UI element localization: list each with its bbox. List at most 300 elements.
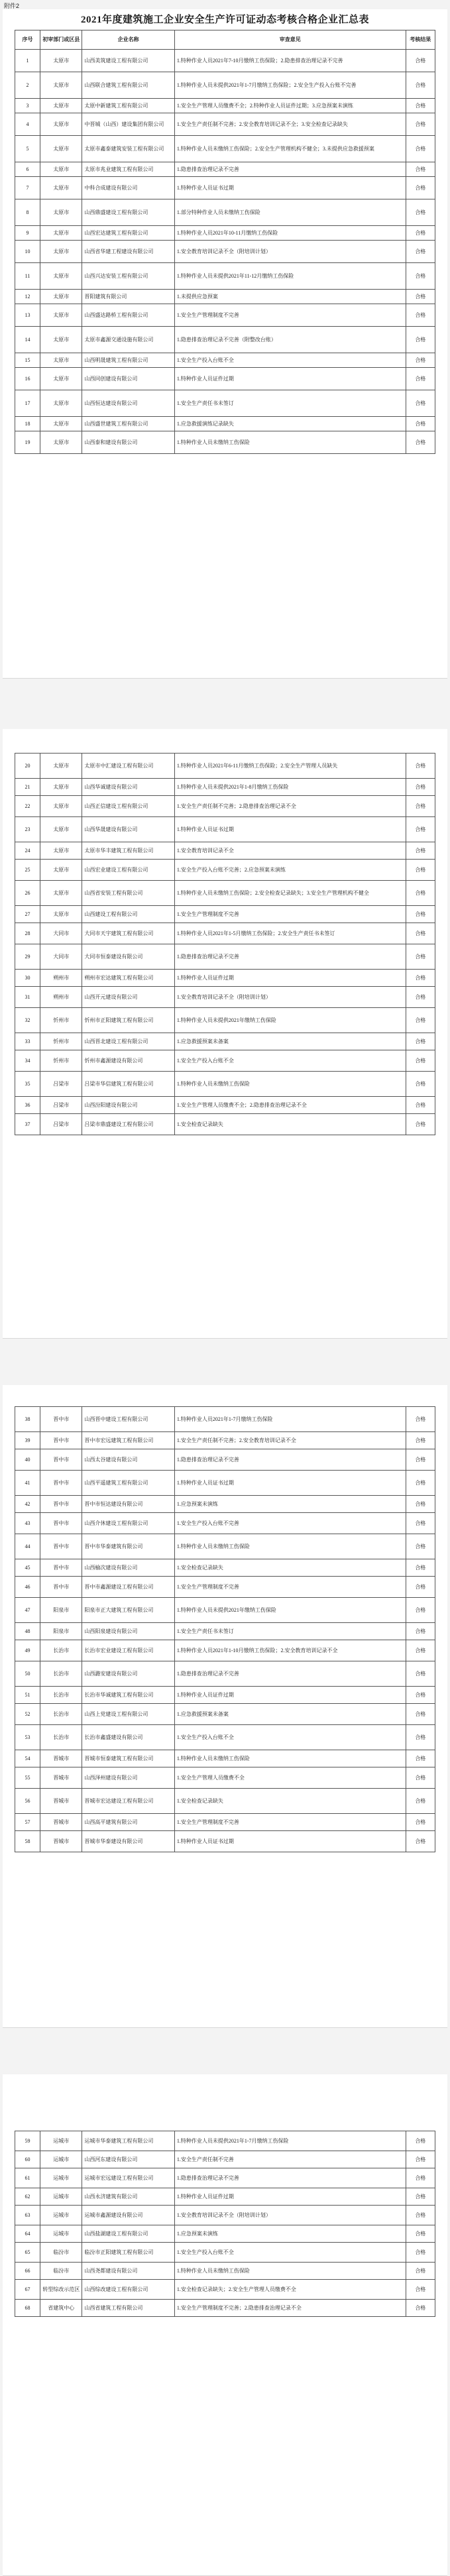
row-result: 合格: [406, 1008, 435, 1033]
row-opinion: 1.特种作业人员未提供2021年缴纳工伤保险: [174, 1598, 406, 1623]
table-row: [15, 304, 435, 327]
row-number: 37: [15, 1114, 40, 1135]
row-number: 65: [15, 2243, 40, 2263]
row-result: 合格: [406, 290, 435, 304]
row-number: 10: [15, 241, 40, 263]
row-result: 合格: [406, 860, 435, 881]
table-row: [15, 2151, 435, 2168]
row-number: 32: [15, 1008, 40, 1033]
row-company-name: 山西介休建设工程有限公司: [82, 1513, 174, 1534]
row-result: 合格: [406, 1072, 435, 1097]
table-row: [15, 2300, 435, 2317]
row-company-name: 运城市鑫源建设有限公司: [82, 2206, 174, 2225]
row-result: 合格: [406, 2188, 435, 2206]
row-city: 太原市: [40, 226, 82, 241]
row-opinion: 1.安全教育培训记录不全（附培训计划）: [174, 241, 406, 263]
row-company-name: 忻州市鑫源建设有限公司: [82, 1050, 174, 1072]
row-result: 合格: [406, 842, 435, 860]
row-opinion: 1.安全检查记录缺失: [174, 1789, 406, 1814]
table-row: [15, 1750, 435, 1767]
table-row: [15, 1598, 435, 1623]
row-city: 晋中市: [40, 1513, 82, 1534]
row-company-name: 山西省安装工程有限公司: [82, 881, 174, 906]
row-number: 50: [15, 1661, 40, 1687]
row-opinion: 1.应急救援预案未备案: [174, 1033, 406, 1050]
table-body: [15, 2131, 435, 2317]
row-company-name: 山西综改建设工程有限公司: [82, 2280, 174, 2300]
table-row: [15, 390, 435, 417]
row-city: 长治市: [40, 1725, 82, 1750]
row-company-name: 山西高平建筑有限公司: [82, 1814, 174, 1831]
row-opinion: 1.特种作业人员证件过期: [174, 970, 406, 987]
row-result: 合格: [406, 1687, 435, 1704]
row-result: 合格: [406, 113, 435, 136]
row-company-name: 山西泰和建设有限公司: [82, 431, 174, 454]
row-result: 合格: [406, 1114, 435, 1135]
table-row: [15, 1496, 435, 1513]
row-opinion: 1.隐患排查治理记录不完善: [174, 944, 406, 970]
row-company-name: 山西省建筑工程有限公司: [82, 2300, 174, 2317]
row-company-name: 太原市华丰建筑工程有限公司: [82, 842, 174, 860]
row-city: 太原市: [40, 817, 82, 842]
row-company-name: 太原中新建筑工程有限公司: [82, 99, 174, 113]
table-row: [15, 1072, 435, 1097]
row-city: 长治市: [40, 1704, 82, 1725]
row-number: 59: [15, 2131, 40, 2151]
row-company-name: 山西潞安建设有限公司: [82, 1661, 174, 1687]
table-row: [15, 2280, 435, 2300]
row-number: 23: [15, 817, 40, 842]
row-opinion: 1.应急预案未演练: [174, 2225, 406, 2243]
row-result: 合格: [406, 1449, 435, 1471]
row-city: 长治市: [40, 1640, 82, 1661]
row-result: 合格: [406, 1407, 435, 1432]
row-company-name: 长治市宏业建设工程有限公司: [82, 1640, 174, 1661]
row-number: 64: [15, 2225, 40, 2243]
row-city: 吕梁市: [40, 1072, 82, 1097]
row-result: 合格: [406, 226, 435, 241]
row-company-name: 山西鼎盛建设工程有限公司: [82, 199, 174, 226]
row-company-name: 山西恒达建设有限公司: [82, 390, 174, 417]
header-company: 企业名称: [82, 30, 174, 50]
row-number: 68: [15, 2300, 40, 2317]
row-company-name: 运城市华泰建筑工程有限公司: [82, 2131, 174, 2151]
row-company-name: 吕梁市华信建筑工程有限公司: [82, 1072, 174, 1097]
row-opinion: 1.安全检查记录缺失: [174, 1114, 406, 1135]
row-number: 27: [15, 906, 40, 923]
row-company-name: 山西同创建设有限公司: [82, 368, 174, 390]
row-company-name: 山西永济建筑有限公司: [82, 2188, 174, 2206]
row-opinion: 1.隐患排查治理记录不完善: [174, 162, 406, 177]
table-row: [15, 923, 435, 944]
table-row: [15, 241, 435, 263]
row-opinion: 1.应急救援演练记录缺失: [174, 417, 406, 431]
row-opinion: 1.特种作业人员证书过期: [174, 1831, 406, 1852]
row-opinion: 1.安全生产管理制度不完善；2.隐患排查治理记录不全: [174, 2300, 406, 2317]
row-city: 太原市: [40, 72, 82, 99]
row-result: 合格: [406, 2263, 435, 2280]
row-opinion: 1.应急预案未演练: [174, 1496, 406, 1513]
row-opinion: 1.特种作业人员证书过期: [174, 1471, 406, 1496]
row-company-name: 忻州市正阳建筑工程有限公司: [82, 1008, 174, 1033]
table-row: [15, 99, 435, 113]
row-opinion: 1.特种作业人员未提供2021年11-12月缴纳工伤保险: [174, 263, 406, 290]
row-result: 合格: [406, 1559, 435, 1577]
row-city: 太原市: [40, 50, 82, 72]
header-city: 初审部门或区县: [40, 30, 82, 50]
table-row: [15, 1725, 435, 1750]
row-city: 晋中市: [40, 1449, 82, 1471]
row-company-name: 晋中市宏远建筑工程有限公司: [82, 1432, 174, 1449]
document-page-2: [3, 729, 447, 1339]
row-number: 54: [15, 1750, 40, 1767]
row-city: 太原市: [40, 431, 82, 454]
table-row: [15, 1432, 435, 1449]
row-result: 合格: [406, 1050, 435, 1072]
row-number: 39: [15, 1432, 40, 1449]
row-number: 67: [15, 2280, 40, 2300]
table-row: [15, 2168, 435, 2188]
table-body: [15, 754, 435, 1135]
row-city: 忻州市: [40, 1008, 82, 1033]
table-row: [15, 1831, 435, 1852]
row-city: 晋城市: [40, 1789, 82, 1814]
row-city: 晋中市: [40, 1407, 82, 1432]
row-result: 合格: [406, 2151, 435, 2168]
table-row: [15, 779, 435, 796]
row-city: 太原市: [40, 779, 82, 796]
row-city: 运城市: [40, 2225, 82, 2243]
row-number: 3: [15, 99, 40, 113]
row-result: 合格: [406, 2300, 435, 2317]
row-company-name: 大同市恒泰建设有限公司: [82, 944, 174, 970]
row-number: 14: [15, 327, 40, 353]
table-row: [15, 754, 435, 779]
row-company-name: 山西宏达建筑工程有限公司: [82, 226, 174, 241]
row-opinion: 1.安全检查记录缺失；2.安全生产管理人员缴费不全: [174, 2280, 406, 2300]
row-opinion: 1.特种作业人员未提供2021年1-7月缴纳工伤保险: [174, 2131, 406, 2151]
row-city: 太原市: [40, 263, 82, 290]
table-row: [15, 987, 435, 1008]
row-result: 合格: [406, 1577, 435, 1598]
row-company-name: 山西汾阳建设有限公司: [82, 1097, 174, 1114]
row-opinion: 1.特种作业人员未缴纳工伤保险: [174, 1534, 406, 1559]
row-number: 35: [15, 1072, 40, 1097]
row-number: 9: [15, 226, 40, 241]
row-opinion: 1.未提供应急预案: [174, 290, 406, 304]
row-company-name: 太原市中汇建设工程有限公司: [82, 754, 174, 779]
row-number: 17: [15, 390, 40, 417]
row-result: 合格: [406, 50, 435, 72]
row-opinion: 1.安全教育培训记录不全: [174, 842, 406, 860]
table-row: [15, 2263, 435, 2280]
row-city: 忻州市: [40, 1050, 82, 1072]
table-row: [15, 263, 435, 290]
row-company-name: 山西开元建设有限公司: [82, 987, 174, 1008]
table-row: [15, 1704, 435, 1725]
table-row: [15, 113, 435, 136]
row-number: 24: [15, 842, 40, 860]
row-opinion: 1.安全生产责任制不完善；2.安全教育培训记录不全；3.安全检查记录缺失: [174, 113, 406, 136]
row-number: 29: [15, 944, 40, 970]
row-city: 晋城市: [40, 1814, 82, 1831]
table-row: [15, 1097, 435, 1114]
row-number: 1: [15, 50, 40, 72]
row-opinion: 1.特种作业人员未缴纳工伤保险: [174, 431, 406, 454]
row-number: 12: [15, 290, 40, 304]
row-number: 25: [15, 860, 40, 881]
row-result: 合格: [406, 431, 435, 454]
row-number: 21: [15, 779, 40, 796]
row-company-name: 山西盛达路桥工程有限公司: [82, 304, 174, 327]
row-company-name: 阳泉市正大建筑工程有限公司: [82, 1598, 174, 1623]
table-row: [15, 2131, 435, 2151]
row-company-name: 晋城市恒泰建筑工程有限公司: [82, 1750, 174, 1767]
table-row: [15, 136, 435, 162]
table-row: [15, 162, 435, 177]
row-company-name: 吕梁市鼎盛建设工程有限公司: [82, 1114, 174, 1135]
row-opinion: 1.特种作业人员2021年10-11月缴纳工伤保险: [174, 226, 406, 241]
row-opinion: 1.安全生产投入台账不全: [174, 2243, 406, 2263]
row-number: 26: [15, 881, 40, 906]
results-table-page-3: [15, 1406, 435, 1852]
row-result: 合格: [406, 353, 435, 368]
row-company-name: 山西省华建工程建设有限公司: [82, 241, 174, 263]
row-number: 55: [15, 1767, 40, 1789]
row-company-name: 山西华晟建设有限公司: [82, 817, 174, 842]
row-result: 合格: [406, 1640, 435, 1661]
row-number: 33: [15, 1033, 40, 1050]
row-result: 合格: [406, 1814, 435, 1831]
row-company-name: 长治市鑫盛建设有限公司: [82, 1725, 174, 1750]
row-result: 合格: [406, 1033, 435, 1050]
row-opinion: 1.特种作业人员2021年1-7月缴纳工伤保险: [174, 1407, 406, 1432]
row-result: 合格: [406, 1097, 435, 1114]
row-result: 合格: [406, 390, 435, 417]
row-opinion: 1.安全生产责任制不完善；2.隐患排查治理记录不全: [174, 796, 406, 817]
table-row: [15, 817, 435, 842]
table-row: [15, 1033, 435, 1050]
document-page-4: [3, 2074, 447, 2576]
table-row: [15, 199, 435, 226]
row-city: 吕梁市: [40, 1114, 82, 1135]
row-result: 合格: [406, 1661, 435, 1687]
row-result: 合格: [406, 136, 435, 162]
table-row: [15, 50, 435, 72]
table-row: [15, 881, 435, 906]
row-company-name: 晋中市华泰建筑有限公司: [82, 1534, 174, 1559]
table-row: [15, 1814, 435, 1831]
row-result: 合格: [406, 754, 435, 779]
table-row: [15, 1050, 435, 1072]
table-row: [15, 1513, 435, 1534]
row-city: 太原市: [40, 290, 82, 304]
table-row: [15, 290, 435, 304]
table-row: [15, 2206, 435, 2225]
row-company-name: 山西晋北建设工程有限公司: [82, 1033, 174, 1050]
row-city: 长治市: [40, 1661, 82, 1687]
table-row: [15, 906, 435, 923]
row-number: 48: [15, 1623, 40, 1640]
row-opinion: 1.安全生产管理人员缴费不全: [174, 1767, 406, 1789]
row-city: 太原市: [40, 390, 82, 417]
row-number: 34: [15, 1050, 40, 1072]
row-result: 合格: [406, 304, 435, 327]
row-number: 62: [15, 2188, 40, 2206]
row-opinion: 1.特种作业人员未缴纳工伤保险；2.安全检查记录缺失；3.安全生产管理机构不健全: [174, 881, 406, 906]
table-body: [15, 1407, 435, 1852]
document-page-3: [3, 1385, 447, 2028]
row-opinion: 1.隐患排查治理记录不完善: [174, 1661, 406, 1687]
row-number: 4: [15, 113, 40, 136]
row-number: 2: [15, 72, 40, 99]
table-row: [15, 1640, 435, 1661]
table-body: [15, 50, 435, 454]
row-opinion: 1.特种作业人员2021年1-5月缴纳工伤保险；2.安全生产责任书未签订: [174, 923, 406, 944]
row-company-name: 晋阳建筑有限公司: [82, 290, 174, 304]
row-company-name: 山西明晟建筑工程有限公司: [82, 353, 174, 368]
row-company-name: 山西平遥建筑工程有限公司: [82, 1471, 174, 1496]
table-row: [15, 842, 435, 860]
row-result: 合格: [406, 2243, 435, 2263]
row-city: 运城市: [40, 2206, 82, 2225]
row-number: 7: [15, 177, 40, 199]
row-company-name: 中晋城（山西）建设集团有限公司: [82, 113, 174, 136]
row-city: 吕梁市: [40, 1097, 82, 1114]
row-opinion: 1.特种作业人员证件过期: [174, 1687, 406, 1704]
row-city: 忻州市: [40, 1033, 82, 1050]
table-row: [15, 860, 435, 881]
row-city: 临汾市: [40, 2263, 82, 2280]
row-city: 太原市: [40, 99, 82, 113]
row-result: 合格: [406, 2280, 435, 2300]
row-number: 61: [15, 2168, 40, 2188]
row-city: 太原市: [40, 417, 82, 431]
row-city: 太原市: [40, 881, 82, 906]
row-result: 合格: [406, 881, 435, 906]
row-opinion: 1.特种作业人员2021年7-10月缴纳工伤保险；2.隐患排查治理记录不完善: [174, 50, 406, 72]
row-number: 31: [15, 987, 40, 1008]
row-city: 太原市: [40, 162, 82, 177]
row-opinion: 1.安全生产投入台账不全: [174, 1725, 406, 1750]
row-city: 晋城市: [40, 1750, 82, 1767]
header-opinion: 审查意见: [174, 30, 406, 50]
table-row: [15, 1767, 435, 1789]
row-opinion: 1.安全生产责任制不完善: [174, 2151, 406, 2168]
row-city: 阳泉市: [40, 1623, 82, 1640]
row-opinion: 1.特种作业人员未缴纳工伤保险: [174, 2263, 406, 2280]
row-company-name: 大同市天宇建筑工程有限公司: [82, 923, 174, 944]
row-number: 43: [15, 1513, 40, 1534]
row-city: 朔州市: [40, 970, 82, 987]
row-opinion: 1.特种作业人员2021年1-10月缴纳工伤保险；2.安全教育培训记录不全: [174, 1640, 406, 1661]
row-company-name: 太原市鑫泰建筑安装工程有限公司: [82, 136, 174, 162]
row-result: 合格: [406, 2225, 435, 2243]
row-city: 太原市: [40, 796, 82, 817]
row-company-name: 山西尧都建设有限公司: [82, 2263, 174, 2280]
row-number: 53: [15, 1725, 40, 1750]
row-result: 合格: [406, 987, 435, 1008]
row-company-name: 山西建设工程有限公司: [82, 906, 174, 923]
row-number: 52: [15, 1704, 40, 1725]
table-row: [15, 1114, 435, 1135]
row-number: 45: [15, 1559, 40, 1577]
table-row: [15, 368, 435, 390]
row-company-name: 太原市兆业建筑工程有限公司: [82, 162, 174, 177]
row-company-name: 山西河东建设有限公司: [82, 2151, 174, 2168]
row-opinion: 1.特种作业人员证件过期: [174, 368, 406, 390]
row-number: 22: [15, 796, 40, 817]
document-page-1: [3, 9, 447, 679]
row-company-name: 山西上党建设工程有限公司: [82, 1704, 174, 1725]
row-opinion: 1.安全教育培训记录不全（附培训计划）: [174, 2206, 406, 2225]
row-opinion: 1.安全教育培训记录不全（附培训计划）: [174, 987, 406, 1008]
row-result: 合格: [406, 177, 435, 199]
row-city: 晋中市: [40, 1496, 82, 1513]
page-title: 2021年度建筑施工企业安全生产许可证动态考核合格企业汇总表: [80, 15, 369, 25]
row-opinion: 1.特种作业人员未提供2021年缴纳工伤保险: [174, 1008, 406, 1033]
row-company-name: 山西兴达安装工程有限公司: [82, 263, 174, 290]
row-result: 合格: [406, 241, 435, 263]
row-number: 38: [15, 1407, 40, 1432]
row-opinion: 1.安全生产管理人员缴费不全；2.隐患排查治理记录不全: [174, 1097, 406, 1114]
row-result: 合格: [406, 263, 435, 290]
header-no: 序号: [15, 30, 40, 50]
row-number: 51: [15, 1687, 40, 1704]
row-opinion: 1.特种作业人员未缴纳工伤保险: [174, 1750, 406, 1767]
row-result: 合格: [406, 1471, 435, 1496]
row-result: 合格: [406, 1432, 435, 1449]
row-opinion: 1.特种作业人员未缴纳工伤保险: [174, 1072, 406, 1097]
table-row: [15, 1577, 435, 1598]
row-opinion: 1.特种作业人员2021年6-11月缴纳工伤保险；2.安全生产管理人员缺失: [174, 754, 406, 779]
annex-label: 附件2: [4, 3, 20, 9]
row-opinion: 1.隐患排查治理记录不完善: [174, 2168, 406, 2188]
results-table-page-4: [15, 2131, 435, 2317]
row-company-name: 晋中市鑫源建设工程有限公司: [82, 1577, 174, 1598]
row-company-name: 山西阳泉建设有限公司: [82, 1623, 174, 1640]
row-number: 46: [15, 1577, 40, 1598]
table-row: [15, 353, 435, 368]
row-number: 5: [15, 136, 40, 162]
row-company-name: 山西美筑建设工程有限公司: [82, 50, 174, 72]
row-city: 太原市: [40, 906, 82, 923]
table-row: [15, 1559, 435, 1577]
row-number: 63: [15, 2206, 40, 2225]
row-company-name: 山西正信建设工程有限公司: [82, 796, 174, 817]
row-city: 转型综改示范区: [40, 2280, 82, 2300]
row-result: 合格: [406, 923, 435, 944]
row-opinion: 1.安全生产投入台账不完善: [174, 1513, 406, 1534]
row-number: 6: [15, 162, 40, 177]
row-number: 42: [15, 1496, 40, 1513]
row-result: 合格: [406, 417, 435, 431]
row-result: 合格: [406, 1789, 435, 1814]
row-result: 合格: [406, 1767, 435, 1789]
row-number: 57: [15, 1814, 40, 1831]
row-city: 太原市: [40, 113, 82, 136]
row-opinion: 1.安全生产管理制度不完善: [174, 304, 406, 327]
row-city: 运城市: [40, 2131, 82, 2151]
row-company-name: 山西榆次建设有限公司: [82, 1559, 174, 1577]
row-number: 19: [15, 431, 40, 454]
row-result: 合格: [406, 368, 435, 390]
row-result: 合格: [406, 72, 435, 99]
table-row: [15, 431, 435, 454]
row-city: 晋中市: [40, 1471, 82, 1496]
row-city: 太原市: [40, 136, 82, 162]
row-opinion: 1.隐患排查治理记录不完善: [174, 1449, 406, 1471]
